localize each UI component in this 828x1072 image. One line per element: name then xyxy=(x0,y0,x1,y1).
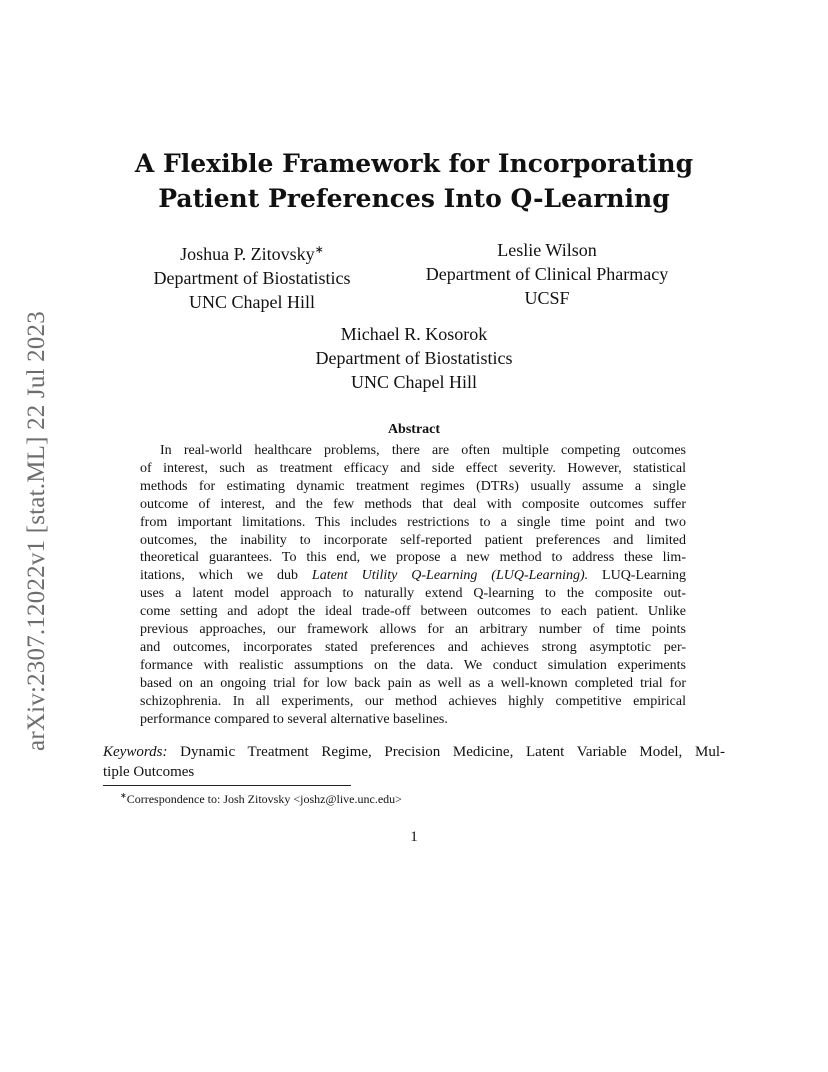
arxiv-identifier-stamp xyxy=(14,290,60,772)
abstract-line: from important limitations. This includes restrictions to a single time point and two xyxy=(140,514,686,530)
footnote-text: Correspondence to: Josh Zitovsky <joshz@live.unc.edu> xyxy=(126,792,402,806)
author-institution: UNC Chapel Hill xyxy=(351,372,477,392)
author-name: Joshua P. Zitovsky xyxy=(180,244,315,264)
author-institution: UCSF xyxy=(524,288,570,308)
author-institution: UNC Chapel Hill xyxy=(189,292,315,312)
abstract-line: previous approaches, our framework allows for an arbitrary number of time points xyxy=(140,622,686,638)
keywords-line: tiple Outcomes xyxy=(103,764,195,780)
footnote-marker: ∗ xyxy=(314,244,324,256)
abstract-line-text: itations, which we dub xyxy=(140,568,312,584)
keywords-label: Keywords: xyxy=(103,744,168,760)
keywords-text: Dynamic Treatment Regime, Precision Medicine, Latent Variable Model, Mul- xyxy=(167,744,725,760)
paper-title-line-2: Patient Preferences Into Q-Learning xyxy=(158,184,670,213)
page-number: 1 xyxy=(410,829,418,845)
author-department: Department of Biostatistics xyxy=(153,268,351,288)
abstract-line: uses a latent model approach to naturally extend Q-learning to the composite out- xyxy=(140,586,686,602)
abstract-line: of interest, such as treatment efficacy and side effect severity. However, statistical xyxy=(140,460,686,476)
paper-title xyxy=(0,146,828,216)
footnote-marker: ∗ xyxy=(120,791,127,800)
author-name: Michael R. Kosorok xyxy=(340,324,488,344)
paper-title-line-1: A Flexible Framework for Incorporating xyxy=(134,149,694,178)
author-department: Department of Biostatistics xyxy=(315,348,513,368)
abstract-line: formance with realistic assumptions on the data. We conduct simulation experiments xyxy=(140,657,686,673)
method-name: Latent Utility Q-Learning (LUQ-Learning). xyxy=(311,568,589,584)
abstract-line: outcome of interest, and the few methods that deal with composite outcomes suffer xyxy=(140,496,686,512)
correspondence-footnote xyxy=(120,791,402,807)
abstract-line: theoretical guarantees. To this end, we propose a new method to address these lim- xyxy=(140,550,686,566)
author-name-line xyxy=(104,238,400,266)
abstract-line: come setting and adopt the ideal trade-off between outcomes to each patient. Unlike xyxy=(140,604,686,620)
abstract-line: In real-world healthcare problems, there are often multiple competing outcomes xyxy=(160,443,686,458)
footnote-rule xyxy=(103,785,351,786)
abstract-line-text: LUQ-Learning xyxy=(588,568,686,584)
abstract-heading: Abstract xyxy=(387,422,441,437)
abstract-line: performance compared to several alternative baselines. xyxy=(140,711,448,727)
author-block-wilson xyxy=(398,238,696,310)
abstract-body xyxy=(140,442,686,729)
abstract-line: and outcomes, incorporates stated preferences and achieves strong asymptotic per- xyxy=(140,639,686,655)
abstract-line-method xyxy=(140,567,686,585)
author-block-zitovsky xyxy=(104,238,400,314)
keywords-line xyxy=(103,742,725,762)
author-department: Department of Clinical Pharmacy xyxy=(425,264,669,284)
abstract-line: methods for estimating dynamic treatment regimes (DTRs) usually assume a single xyxy=(140,478,686,494)
keywords-section xyxy=(103,742,725,782)
abstract-line: schizophrenia. In all experiments, our method achieves highly competitive empirical xyxy=(140,693,686,709)
author-block-kosorok xyxy=(264,322,564,394)
author-name: Leslie Wilson xyxy=(497,240,597,260)
abstract-line: outcomes, the inability to incorporate self-reported patient preferences and limited xyxy=(140,532,686,548)
arxiv-identifier-text: arXiv:2307.12022v1 [stat.ML] 22 Jul 2023 xyxy=(23,311,51,751)
abstract-line: based on an ongoing trial for low back pain as well as a well-known completed trial for xyxy=(140,675,686,691)
